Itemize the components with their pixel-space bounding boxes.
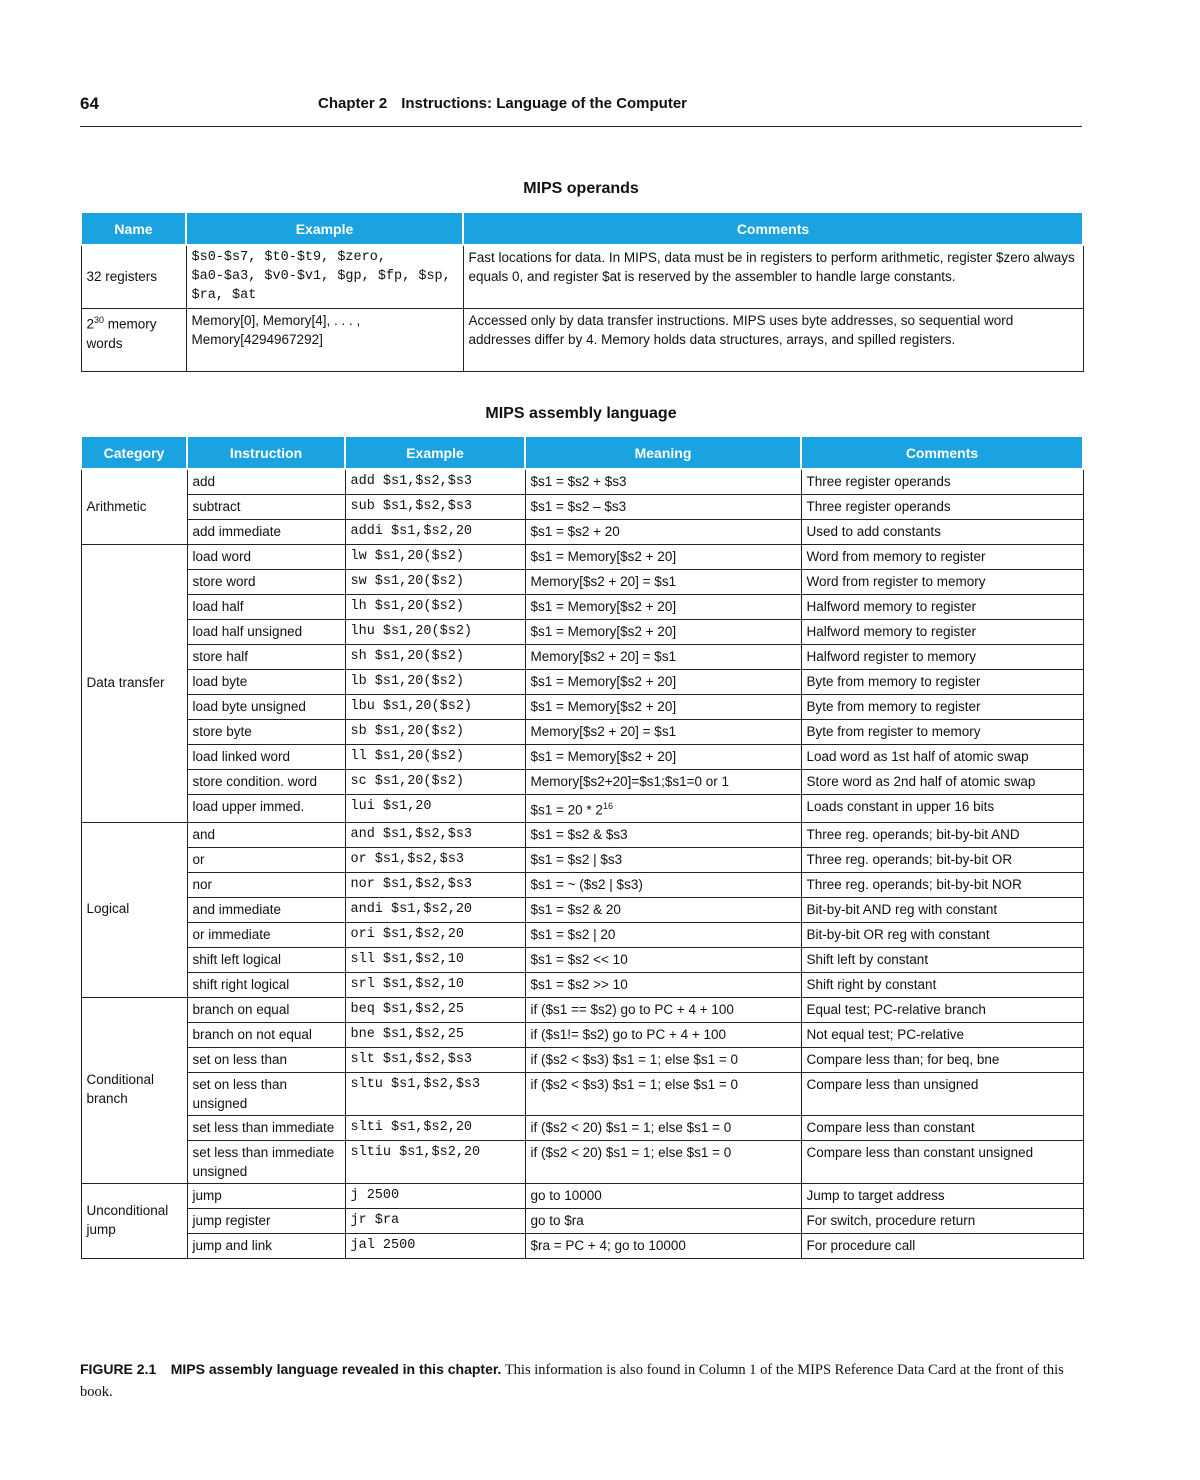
- comment-cell: Word from memory to register: [801, 545, 1083, 570]
- example-cell: add $s1,$s2,$s3: [345, 469, 525, 495]
- instruction-cell: set on less than unsigned: [187, 1072, 345, 1115]
- col-header-example: Example: [345, 436, 525, 469]
- instruction-cell: load byte unsigned: [187, 695, 345, 720]
- col-header-meaning: Meaning: [525, 436, 801, 469]
- instruction-cell: load upper immed.: [187, 795, 345, 823]
- example-cell: ll $s1,20($s2): [345, 745, 525, 770]
- instruction-cell: load word: [187, 545, 345, 570]
- meaning-cell: if ($s2 < $s3) $s1 = 1; else $s1 = 0: [525, 1047, 801, 1072]
- instruction-cell: subtract: [187, 495, 345, 520]
- table-row: [81, 897, 1083, 922]
- example-cell: lhu $s1,20($s2): [345, 620, 525, 645]
- example-cell: and $s1,$s2,$s3: [345, 822, 525, 847]
- instruction-cell: store byte: [187, 720, 345, 745]
- meaning-cell: $s1 = $s2 << 10: [525, 947, 801, 972]
- example-cell: andi $s1,$s2,20: [345, 897, 525, 922]
- comment-cell: Shift right by constant: [801, 972, 1083, 997]
- meaning-cell: $s1 = Memory[$s2 + 20]: [525, 595, 801, 620]
- example-cell: or $s1,$s2,$s3: [345, 847, 525, 872]
- table-row: [81, 309, 1083, 372]
- table-row: [81, 745, 1083, 770]
- table-row: [81, 1140, 1083, 1183]
- page-header: [80, 92, 1082, 127]
- table-row: [81, 922, 1083, 947]
- meaning-cell: if ($s1 == $s2) go to PC + 4 + 100: [525, 997, 801, 1022]
- instruction-cell: load half: [187, 595, 345, 620]
- operand-name: 32 registers: [81, 245, 186, 309]
- example-cell: j 2500: [345, 1183, 525, 1208]
- instruction-cell: shift left logical: [187, 947, 345, 972]
- instruction-cell: jump register: [187, 1208, 345, 1233]
- table-row: [81, 1183, 1083, 1208]
- table-row: [81, 595, 1083, 620]
- example-cell: nor $s1,$s2,$s3: [345, 872, 525, 897]
- example-cell: sh $s1,20($s2): [345, 645, 525, 670]
- example-cell: jr $ra: [345, 1208, 525, 1233]
- meaning-cell: $s1 = Memory[$s2 + 20]: [525, 670, 801, 695]
- assembly-table: [80, 435, 1084, 1259]
- meaning-cell: $s1 = Memory[$s2 + 20]: [525, 545, 801, 570]
- operand-example: $s0-$s7, $t0-$t9, $zero, $a0-$a3, $v0-$v1, $gp, $fp, $sp, $ra, $at: [186, 245, 463, 309]
- comment-cell: Three register operands: [801, 495, 1083, 520]
- meaning-cell: Memory[$s2 + 20] = $s1: [525, 645, 801, 670]
- meaning-cell: Memory[$s2+20]=$s1;$s1=0 or 1: [525, 770, 801, 795]
- instruction-cell: branch on equal: [187, 997, 345, 1022]
- figure-text: This information is also found in Column 1 of the MIPS Reference Data Card at the front of this book.: [80, 1362, 1064, 1400]
- example-cell: sc $s1,20($s2): [345, 770, 525, 795]
- comment-cell: Halfword memory to register: [801, 620, 1083, 645]
- comment-cell: Byte from memory to register: [801, 695, 1083, 720]
- col-header-example: Example: [186, 212, 463, 245]
- comment-cell: Compare less than constant unsigned: [801, 1140, 1083, 1183]
- instruction-cell: set on less than: [187, 1047, 345, 1072]
- example-cell: ori $s1,$s2,20: [345, 922, 525, 947]
- assembly-title: MIPS assembly language: [485, 405, 677, 422]
- col-header-category: Category: [81, 436, 187, 469]
- operand-example: Memory[0], Memory[4], . . . , Memory[4294967292]: [186, 309, 463, 372]
- example-cell: sw $s1,20($s2): [345, 570, 525, 595]
- category-cell: Logical: [81, 822, 187, 997]
- col-header-comments: Comments: [801, 436, 1083, 469]
- figure-caption: [80, 1358, 1090, 1403]
- table-row: [81, 972, 1083, 997]
- example-cell: lh $s1,20($s2): [345, 595, 525, 620]
- meaning-cell: $s1 = $s2 & 20: [525, 897, 801, 922]
- comment-cell: Three register operands: [801, 469, 1083, 495]
- table-row: [81, 570, 1083, 595]
- example-cell: jal 2500: [345, 1233, 525, 1258]
- operand-name: $2^{30}$ memory words: [81, 309, 186, 372]
- table-row: [81, 620, 1083, 645]
- instruction-cell: and immediate: [187, 897, 345, 922]
- instruction-cell: or: [187, 847, 345, 872]
- example-cell: srl $s1,$s2,10: [345, 972, 525, 997]
- instruction-cell: set less than immediate unsigned: [187, 1140, 345, 1183]
- comment-cell: Byte from memory to register: [801, 670, 1083, 695]
- meaning-cell: if ($s2 < 20) $s1 = 1; else $s1 = 0: [525, 1140, 801, 1183]
- comment-cell: Compare less than; for beq, bne: [801, 1047, 1083, 1072]
- table-row: [81, 720, 1083, 745]
- example-cell: lui $s1,20: [345, 795, 525, 823]
- operand-comment: Accessed only by data transfer instructions. MIPS uses byte addresses, so sequential word addresses differ by 4. Memory holds data structures, arrays, and spilled registers.: [463, 309, 1083, 372]
- instruction-cell: load half unsigned: [187, 620, 345, 645]
- instruction-cell: add: [187, 469, 345, 495]
- comment-cell: Bit-by-bit OR reg with constant: [801, 922, 1083, 947]
- instruction-cell: nor: [187, 872, 345, 897]
- meaning-cell: $ra = PC + 4; go to 10000: [525, 1233, 801, 1258]
- instruction-cell: set less than immediate: [187, 1115, 345, 1140]
- comment-cell: Halfword memory to register: [801, 595, 1083, 620]
- table-row: [81, 520, 1083, 545]
- comment-cell: Jump to target address: [801, 1183, 1083, 1208]
- comment-cell: Compare less than constant: [801, 1115, 1083, 1140]
- meaning-cell: $s1 = Memory[$s2 + 20]: [525, 620, 801, 645]
- lui-exponent: 16: [602, 801, 613, 811]
- table-row: [81, 245, 1083, 309]
- comment-cell: Used to add constants: [801, 520, 1083, 545]
- instruction-cell: shift right logical: [187, 972, 345, 997]
- meaning-cell: if ($s2 < $s3) $s1 = 1; else $s1 = 0: [525, 1072, 801, 1115]
- category-cell: Conditional branch: [81, 997, 187, 1183]
- meaning-cell: Memory[$s2 + 20] = $s1: [525, 720, 801, 745]
- example-cell: lbu $s1,20($s2): [345, 695, 525, 720]
- table-row: [81, 997, 1083, 1022]
- table-row: [81, 1047, 1083, 1072]
- comment-cell: Word from register to memory: [801, 570, 1083, 595]
- meaning-cell: $s1 = Memory[$s2 + 20]: [525, 695, 801, 720]
- example-cell: slt $s1,$s2,$s3: [345, 1047, 525, 1072]
- comment-cell: Not equal test; PC-relative: [801, 1022, 1083, 1047]
- comment-cell: Store word as 2nd half of atomic swap: [801, 770, 1083, 795]
- meaning-cell: $s1 = $s2 + 20: [525, 520, 801, 545]
- operand-comment: Fast locations for data. In MIPS, data must be in registers to perform arithmetic, register $zero always equals 0, and register $at is reserved by the assembler to handle large constants.: [463, 245, 1083, 309]
- table-row: [81, 795, 1083, 823]
- instruction-cell: add immediate: [187, 520, 345, 545]
- col-header-name: Name: [81, 212, 186, 245]
- instruction-cell: store word: [187, 570, 345, 595]
- example-cell: sltiu $s1,$s2,20: [345, 1140, 525, 1183]
- chapter-title: Instructions: Language of the Computer: [401, 95, 688, 112]
- category-cell: Unconditional jump: [81, 1183, 187, 1258]
- comment-cell: Loads constant in upper 16 bits: [801, 795, 1083, 823]
- example-cell: sll $s1,$s2,10: [345, 947, 525, 972]
- comment-cell: Byte from register to memory: [801, 720, 1083, 745]
- meaning-cell: $s1 = $s2 + $s3: [525, 469, 801, 495]
- table-row: [81, 822, 1083, 847]
- comment-cell: Shift left by constant: [801, 947, 1083, 972]
- table-row: [81, 670, 1083, 695]
- instruction-cell: jump: [187, 1183, 345, 1208]
- comment-cell: Compare less than unsigned: [801, 1072, 1083, 1115]
- instruction-cell: store condition. word: [187, 770, 345, 795]
- comment-cell: Load word as 1st half of atomic swap: [801, 745, 1083, 770]
- comment-cell: Halfword register to memory: [801, 645, 1083, 670]
- table-row: [81, 947, 1083, 972]
- col-header-comments: Comments: [463, 212, 1083, 245]
- meaning-cell: $s1 = $s2 | 20: [525, 922, 801, 947]
- meaning-cell: $s1 = ~ ($s2 | $s3): [525, 872, 801, 897]
- comment-cell: Bit-by-bit AND reg with constant: [801, 897, 1083, 922]
- table-row: [81, 1022, 1083, 1047]
- instruction-cell: store half: [187, 645, 345, 670]
- table-row: [81, 770, 1083, 795]
- table-row: [81, 1208, 1083, 1233]
- meaning-cell: $s1 = Memory[$s2 + 20]: [525, 745, 801, 770]
- comment-cell: For procedure call: [801, 1233, 1083, 1258]
- table-row: [81, 1233, 1083, 1258]
- meaning-cell: $s1 = $s2 | $s3: [525, 847, 801, 872]
- operands-table: [80, 211, 1084, 372]
- category-cell: Data transfer: [81, 545, 187, 823]
- example-cell: beq $s1,$s2,25: [345, 997, 525, 1022]
- table-row: [81, 495, 1083, 520]
- col-header-instruction: Instruction: [187, 436, 345, 469]
- example-cell: sb $s1,20($s2): [345, 720, 525, 745]
- comment-cell: For switch, procedure return: [801, 1208, 1083, 1233]
- instruction-cell: load linked word: [187, 745, 345, 770]
- comment-cell: Three reg. operands; bit-by-bit AND: [801, 822, 1083, 847]
- running-head: [318, 95, 687, 112]
- figure-bold-text: MIPS assembly language revealed in this chapter.: [170, 1361, 502, 1377]
- comment-cell: Three reg. operands; bit-by-bit NOR: [801, 872, 1083, 897]
- page-number: 64: [80, 94, 99, 113]
- example-cell: sltu $s1,$s2,$s3: [345, 1072, 525, 1115]
- table-row: [81, 1072, 1083, 1115]
- table-row: [81, 847, 1083, 872]
- example-cell: lb $s1,20($s2): [345, 670, 525, 695]
- chapter-label: Chapter 2: [318, 95, 388, 112]
- meaning-cell: Memory[$s2 + 20] = $s1: [525, 570, 801, 595]
- table-row: [81, 872, 1083, 897]
- example-cell: bne $s1,$s2,25: [345, 1022, 525, 1047]
- instruction-cell: load byte: [187, 670, 345, 695]
- meaning-cell: $s1 = $s2 & $s3: [525, 822, 801, 847]
- table-row: [81, 1115, 1083, 1140]
- example-cell: slti $s1,$s2,20: [345, 1115, 525, 1140]
- meaning-cell: $s1 = $s2 >> 10: [525, 972, 801, 997]
- meaning-cell: $s1 = $20 * 2^{16}$: [525, 795, 801, 823]
- meaning-cell: go to $ra: [525, 1208, 801, 1233]
- example-cell: addi $s1,$s2,20: [345, 520, 525, 545]
- example-cell: lw $s1,20($s2): [345, 545, 525, 570]
- instruction-cell: jump and link: [187, 1233, 345, 1258]
- meaning-cell: if ($s1!= $s2) go to PC + 4 + 100: [525, 1022, 801, 1047]
- instruction-cell: branch on not equal: [187, 1022, 345, 1047]
- table-row: [81, 469, 1083, 495]
- comment-cell: Equal test; PC-relative branch: [801, 997, 1083, 1022]
- instruction-cell: or immediate: [187, 922, 345, 947]
- meaning-cell: go to 10000: [525, 1183, 801, 1208]
- meaning-cell: if ($s2 < 20) $s1 = 1; else $s1 = 0: [525, 1115, 801, 1140]
- example-cell: sub $s1,$s2,$s3: [345, 495, 525, 520]
- comment-cell: Three reg. operands; bit-by-bit OR: [801, 847, 1083, 872]
- instruction-cell: and: [187, 822, 345, 847]
- table-row: [81, 695, 1083, 720]
- meaning-cell: $s1 = $s2 – $s3: [525, 495, 801, 520]
- table-row: [81, 545, 1083, 570]
- operands-title: MIPS operands: [523, 180, 639, 197]
- table-row: [81, 645, 1083, 670]
- figure-label: FIGURE 2.1: [80, 1361, 157, 1377]
- category-cell: Arithmetic: [81, 469, 187, 545]
